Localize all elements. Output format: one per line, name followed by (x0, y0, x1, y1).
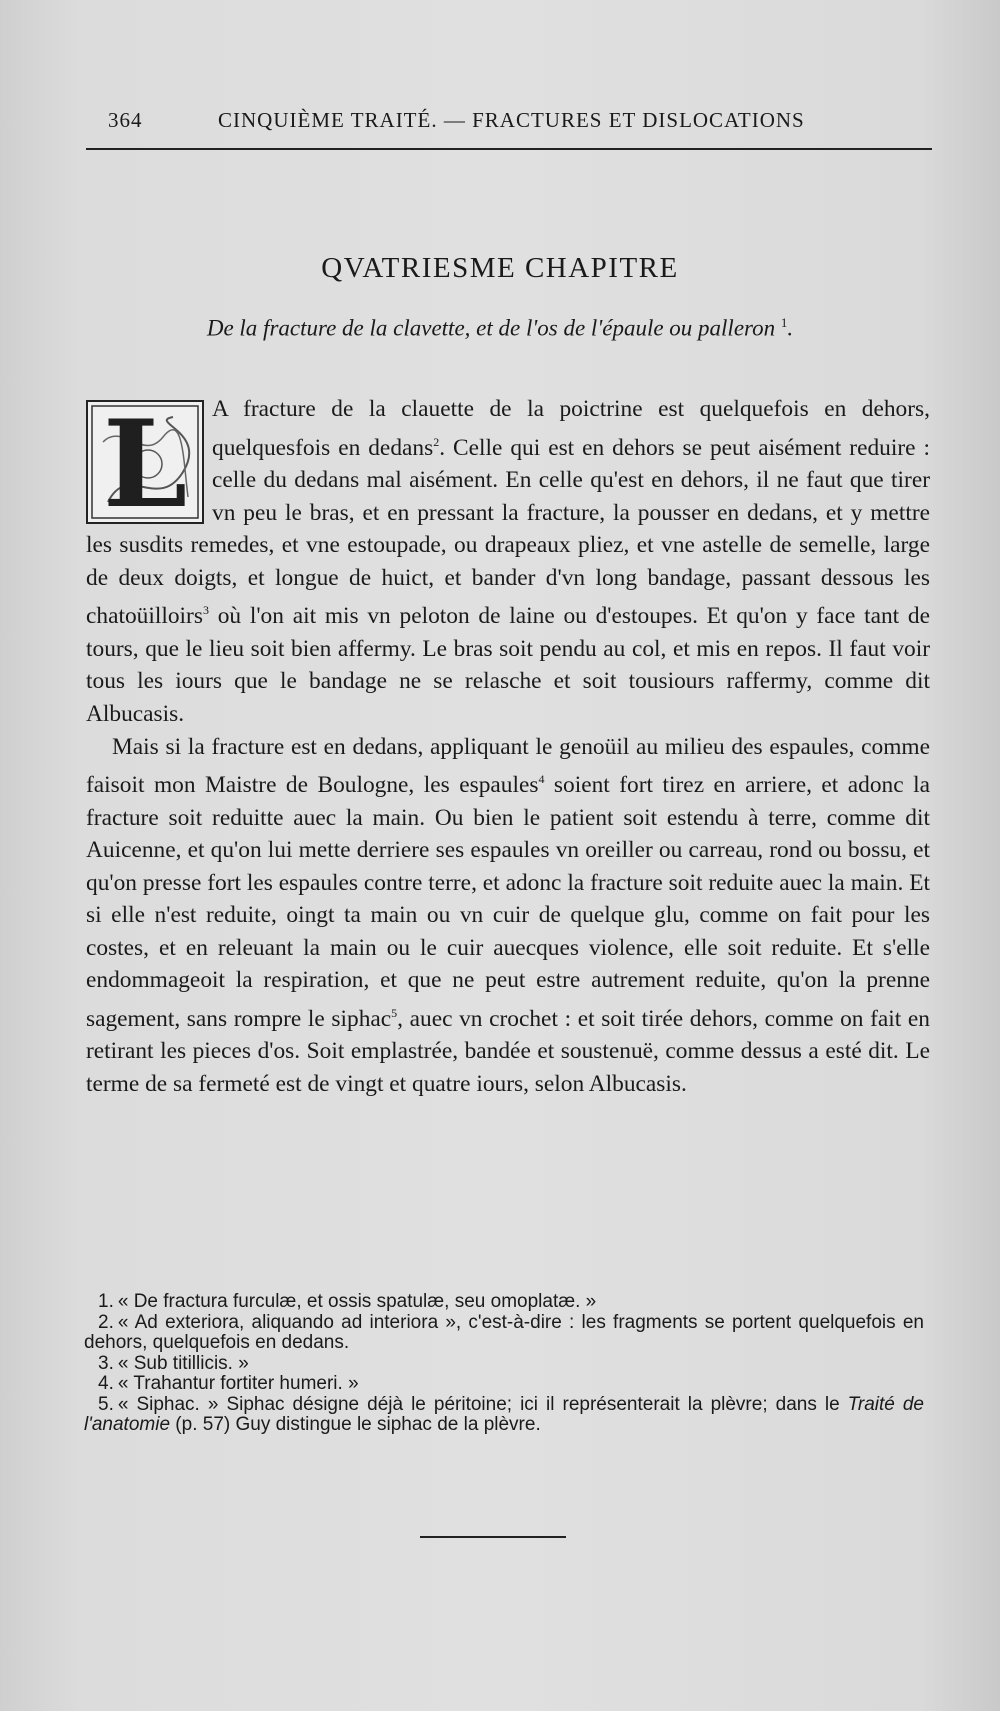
header-rule (86, 148, 932, 150)
closing-rule (420, 1536, 566, 1538)
chapter-title: QVATRIESME CHAPITRE (321, 252, 679, 284)
paragraph-2: Mais si la fracture est en dedans, appliquant le genoüil au milieu des espaules, comme faisoit mon Maistre de Boulogne, les espaules$^4$ soient fort tirez en arriere, et adonc la fracture soit reduitte auec la main. Ou bien le patient soit estendu à terre, comme dit Auicenne, et qu'on lui mette derriere ses espaules vn oreiller ou carreau, rond ou bossu, et qu'on presse fort les espaules contre terre, et adonc la fracture soit reduite auec la main. Et si elle n'est reduite, oingt ta main ou vn cuir de quelque glu, comme on fait pour les costes, et en releuant la main ou le cuir auecques violence, elle soit reduite. Et s'elle endommageoit la respiration, et que ne peut estre autrement reduite, qu'on la prenne sagement, sans rompre le siphac$^5$, auec vn crochet : et soit tirée dehors, comme on fait en retirant les pieces d'os. Soit emplastrée, bandée et soustenuë, comme dessus a esté dit. Le terme de sa fermeté est de vingt et quatre iours, selon Albucasis. (86, 733, 930, 1098)
chapter-subtitle-text: De la fracture de la clavette, et de l'os de l'épaule ou palleron (206, 315, 776, 341)
footnote-ref-2: 2 (433, 434, 440, 449)
drop-cap-letter: L (102, 400, 188, 524)
footnote-ref-5: 5 (391, 1006, 398, 1021)
footnote-3: 3. « Sub titillicis. » (98, 1352, 249, 1374)
body-text (86, 393, 930, 1101)
footnote-4: 4. « Trahantur fortiter humeri. » (98, 1373, 359, 1394)
footnote-ref-3: 3 (202, 603, 209, 618)
running-head-title: CINQUIÈME TRAITÉ. — FRACTURES ET DISLOCATIONS (218, 108, 805, 132)
footnotes (84, 1292, 924, 1436)
footnote-5: 5. « Siphac. » Siphac désigne déjà le péritoine; ici il représenterait la plèvre; dans le Traité de l'anatomie (p. 57) Guy distingue le siphac de la plèvre. (84, 1393, 924, 1435)
paragraph-1: A fracture de la clauette de la poictrine est quelquefois en dehors, quelquesfois en dedans$^2$. Celle qui est en dehors se peut aisément reduire : celle du dedans mal aisément. En celle qu'est en dehors, il ne faut que tirer vn peu le bras, et en pressant la fracture, la pousser en dedans, et y mettre les susdits remedes, et vne estoupade, ou drapeaux pliez, et vne astelle de semelle, large de deux doigts, et longue de huict, et bander d'vn long bandage, passant dessous les chatoüilloirs$^3$ où l'on ait mis vn peloton de laine ou d'estoupes. Et qu'on y face tant de tours, que le lieu soit bien affermy. Le bras soit pendu au col, et mis en repos. Il faut voir tous les iours que le bandage ne se relasche et soit tousiours raffermy, comme dit Albucasis. (86, 396, 930, 727)
footnote-2: 2. « Ad exteriora, aliquando ad interiora », c'est-à-dire : les fragments se portent quelquefois en dehors, quelquefois en dedans. (84, 1311, 924, 1353)
page-number: 364 (108, 108, 143, 132)
footnote-ref-1: 1 (780, 315, 788, 330)
footnote-ref-4: 4 (538, 772, 545, 787)
footnote-1: 1. « De fractura furculæ, et ossis spatulæ, seu omoplatæ. » (98, 1291, 597, 1312)
chapter-subtitle: De la fracture de la clavette, et de l'os de l'épaule ou palleron $^1$. (206, 315, 794, 341)
